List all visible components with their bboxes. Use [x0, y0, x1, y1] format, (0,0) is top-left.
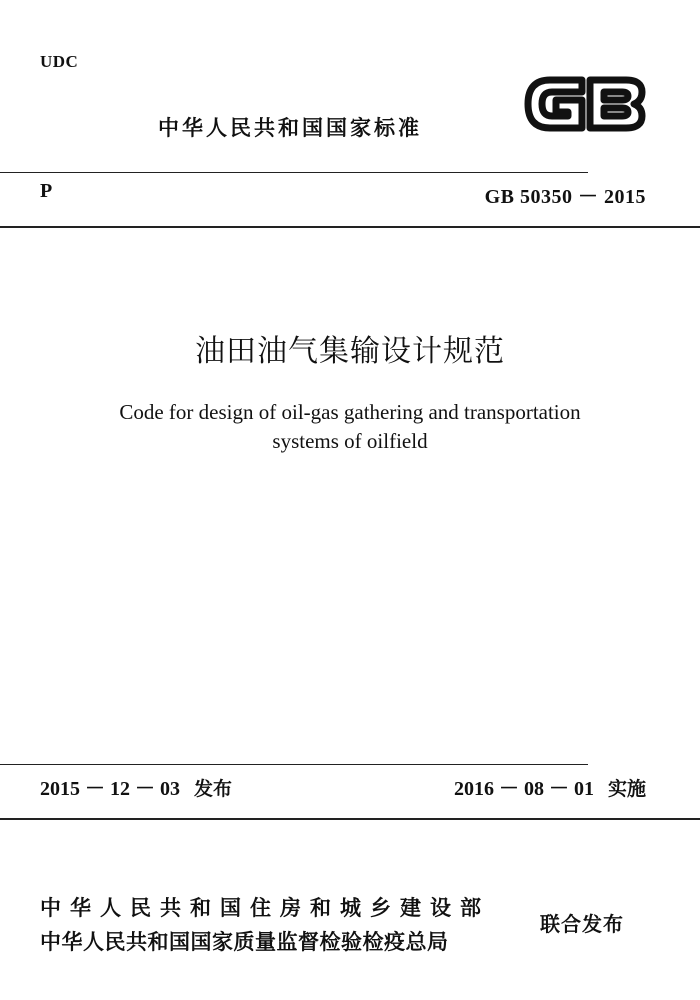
title-english [0, 398, 700, 456]
national-standard-title: 中华人民共和国国家标准 [158, 116, 422, 140]
title-english-line2: systems of oilfield [272, 429, 428, 453]
classification-code: P [40, 180, 53, 202]
top-divider-thick [0, 226, 700, 228]
joint-issue-label: 联合发布 [540, 912, 624, 936]
title-english-line1: Code for design of oil-gas gathering and transportation [119, 400, 581, 424]
title-chinese: 油田油气集输设计规范 [195, 334, 505, 369]
implement-date-group [454, 772, 646, 801]
issuer-ministry-housing: 中华人民共和国住房和城乡建设部 [40, 896, 490, 920]
issuer-aqsiq: 中华人民共和国国家质量监督检验检疫总局 [40, 930, 449, 954]
implement-label: 实施 [607, 778, 646, 800]
issue-date: 2015 － 12 － 03 [40, 778, 180, 800]
standard-number: GB 50350 － 2015 [484, 186, 646, 208]
bottom-divider-thin [0, 764, 588, 765]
gb-logo-icon [520, 70, 648, 138]
top-divider-thin [0, 172, 588, 173]
implement-date: 2016 － 08 － 01 [453, 778, 594, 800]
bottom-divider-thick [0, 818, 700, 820]
issue-date-group [40, 772, 232, 801]
udc-label: UDC [40, 52, 79, 71]
issue-label: 发布 [194, 778, 233, 800]
